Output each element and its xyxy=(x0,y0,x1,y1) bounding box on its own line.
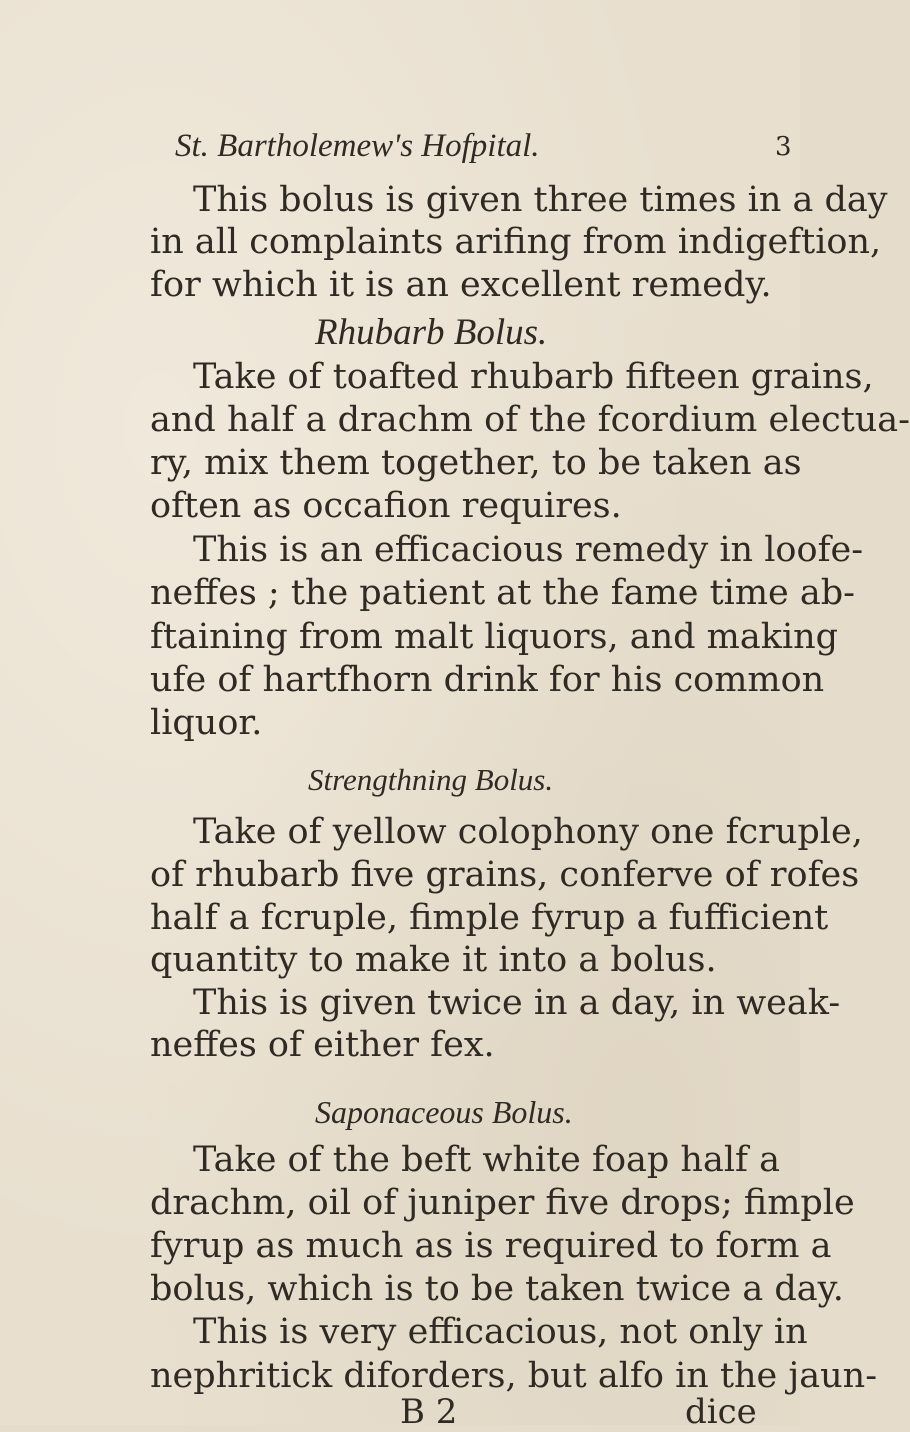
text-line: neffes ; the patient at the fame time ab- xyxy=(150,573,855,613)
catchword: dice xyxy=(685,1392,757,1432)
text-line: often as occafion requires. xyxy=(150,486,622,526)
text-line: This is given twice in a day, in weak- xyxy=(193,983,841,1023)
text-line: liquor. xyxy=(150,703,263,743)
section-title-strengthning-bolus: Strengthning Bolus. xyxy=(308,762,554,797)
text-line: This bolus is given three times in a day xyxy=(193,180,888,220)
signature-mark: B 2 xyxy=(400,1392,458,1432)
text-line: ufe of hartfhorn drink for his common xyxy=(150,660,825,700)
text-line: and half a drachm of the fcordium electua- xyxy=(150,400,910,440)
running-title: St. Bartholemew's Hofpital. xyxy=(175,128,540,164)
text-line: Take of toafted rhubarb fifteen grains, xyxy=(193,357,874,397)
text-line: ry, mix them together, to be taken as xyxy=(150,443,802,483)
text-line: of rhubarb five grains, conferve of rofes xyxy=(150,855,860,895)
section-title-rhubarb-bolus: Rhubarb Bolus. xyxy=(315,312,548,353)
text-line: ftaining from malt liquors, and making xyxy=(150,617,839,657)
text-line: nephritick diforders, but alfo in the jaun- xyxy=(150,1356,878,1396)
text-line: Take of the beft white foap half a xyxy=(193,1140,780,1180)
section-title-saponaceous-bolus: Saponaceous Bolus. xyxy=(315,1094,573,1130)
text-line: drachm, oil of juniper five drops; fimple xyxy=(150,1183,855,1223)
text-line: quantity to make it into a bolus. xyxy=(150,940,717,980)
text-line: neffes of either fex. xyxy=(150,1025,495,1065)
text-line: bolus, which is to be taken twice a day. xyxy=(150,1269,844,1309)
text-line: This is an efficacious remedy in loofe- xyxy=(193,530,864,570)
text-line: Take of yellow colophony one fcruple, xyxy=(193,812,863,852)
text-line: fyrup as much as is required to form a xyxy=(150,1226,832,1266)
text-line: in all complaints arifing from indigeftion, xyxy=(150,222,882,262)
text-line: for which it is an excellent remedy. xyxy=(150,265,772,305)
text-line: This is very efficacious, not only in xyxy=(193,1312,808,1352)
text-line: half a fcruple, fimple fyrup a fufficient xyxy=(150,898,829,938)
page-number: 3 xyxy=(775,132,792,162)
